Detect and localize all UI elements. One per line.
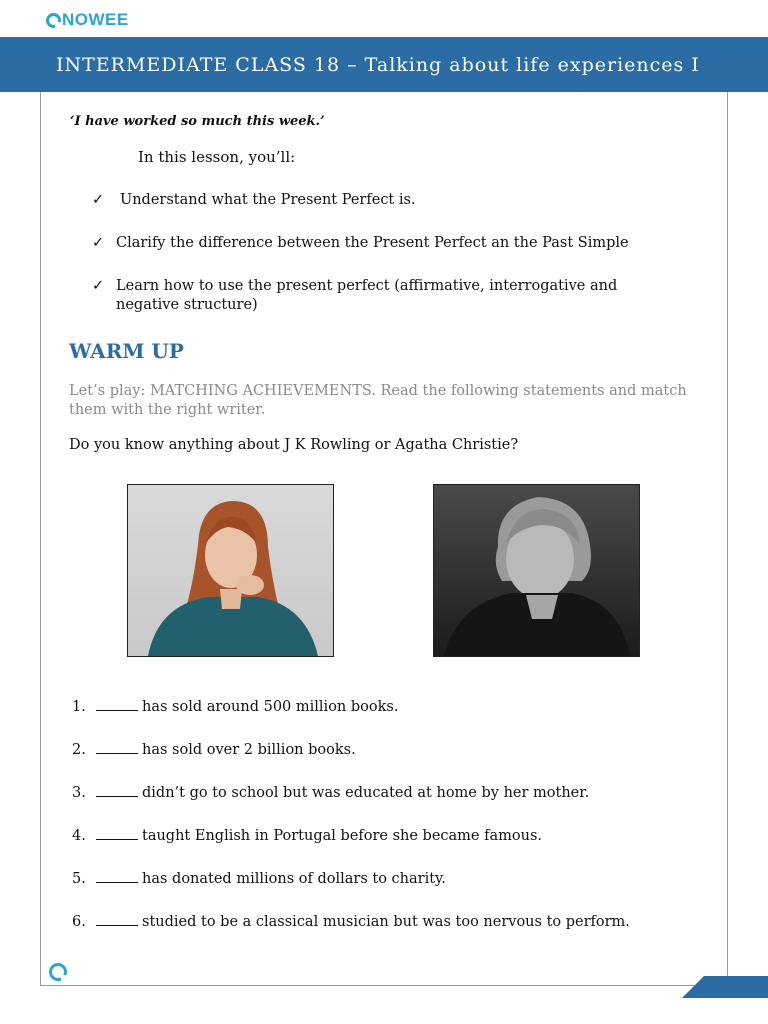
statement-text: has sold around 500 million books. — [142, 699, 399, 715]
statement-text: didn’t go to school but was educated at home by her mother. — [142, 785, 590, 801]
answer-blank[interactable] — [96, 913, 138, 926]
logo-text: NOWEE — [62, 10, 129, 29]
answer-blank[interactable] — [96, 741, 138, 754]
statement-item — [72, 698, 398, 715]
statement-number: 6. — [72, 914, 86, 930]
checkmark-icon: ✓ — [92, 235, 105, 251]
statement-text: has sold over 2 billion books. — [142, 742, 356, 758]
page-title: INTERMEDIATE CLASS 18 – Talking about life experiences I — [56, 53, 700, 76]
logo-ring-icon — [46, 13, 61, 28]
statement-item — [72, 827, 542, 844]
checkmark-icon: ✓ — [92, 278, 105, 294]
goal-item — [92, 277, 652, 315]
statement-item — [72, 870, 446, 887]
answer-blank[interactable] — [96, 827, 138, 840]
lesson-quote: ‘I have worked so much this week.’ — [70, 114, 325, 129]
statement-text: has donated millions of dollars to charity. — [142, 871, 446, 887]
footer-logo-icon — [49, 963, 67, 981]
statement-item — [72, 913, 630, 930]
answer-blank[interactable] — [96, 784, 138, 797]
goal-text: Understand what the Present Perfect is. — [120, 192, 416, 208]
statement-item — [72, 741, 356, 758]
answer-blank[interactable] — [96, 870, 138, 883]
goal-item — [92, 191, 672, 210]
statement-number: 3. — [72, 785, 86, 801]
lesson-intro: In this lesson, you’ll: — [138, 148, 296, 166]
title-banner — [0, 37, 768, 92]
checkmark-icon: ✓ — [92, 192, 105, 208]
goal-text: Learn how to use the present perfect (affirmative, interrogative and negative structure) — [116, 278, 618, 313]
statement-number: 1. — [72, 699, 86, 715]
answer-blank[interactable] — [96, 698, 138, 711]
corner-decoration — [682, 976, 768, 998]
christie-photo — [433, 484, 640, 657]
statement-item — [72, 784, 589, 801]
goal-text: Clarify the difference between the Present Perfect an the Past Simple — [116, 235, 629, 251]
statement-text: studied to be a classical musician but was too nervous to perform. — [142, 914, 630, 930]
rowling-photo — [127, 484, 334, 657]
warmup-question: Do you know anything about J K Rowling or Agatha Christie? — [69, 437, 519, 453]
warmup-instruction: Let’s play: MATCHING ACHIEVEMENTS. Read the following statements and match them with the right writer. — [69, 383, 687, 418]
statement-number: 4. — [72, 828, 86, 844]
statement-number: 2. — [72, 742, 86, 758]
goal-item — [92, 234, 672, 253]
brand-logo — [46, 9, 129, 31]
warmup-heading: WARM UP — [69, 339, 184, 363]
statement-text: taught English in Portugal before she became famous. — [142, 828, 542, 844]
statement-number: 5. — [72, 871, 86, 887]
